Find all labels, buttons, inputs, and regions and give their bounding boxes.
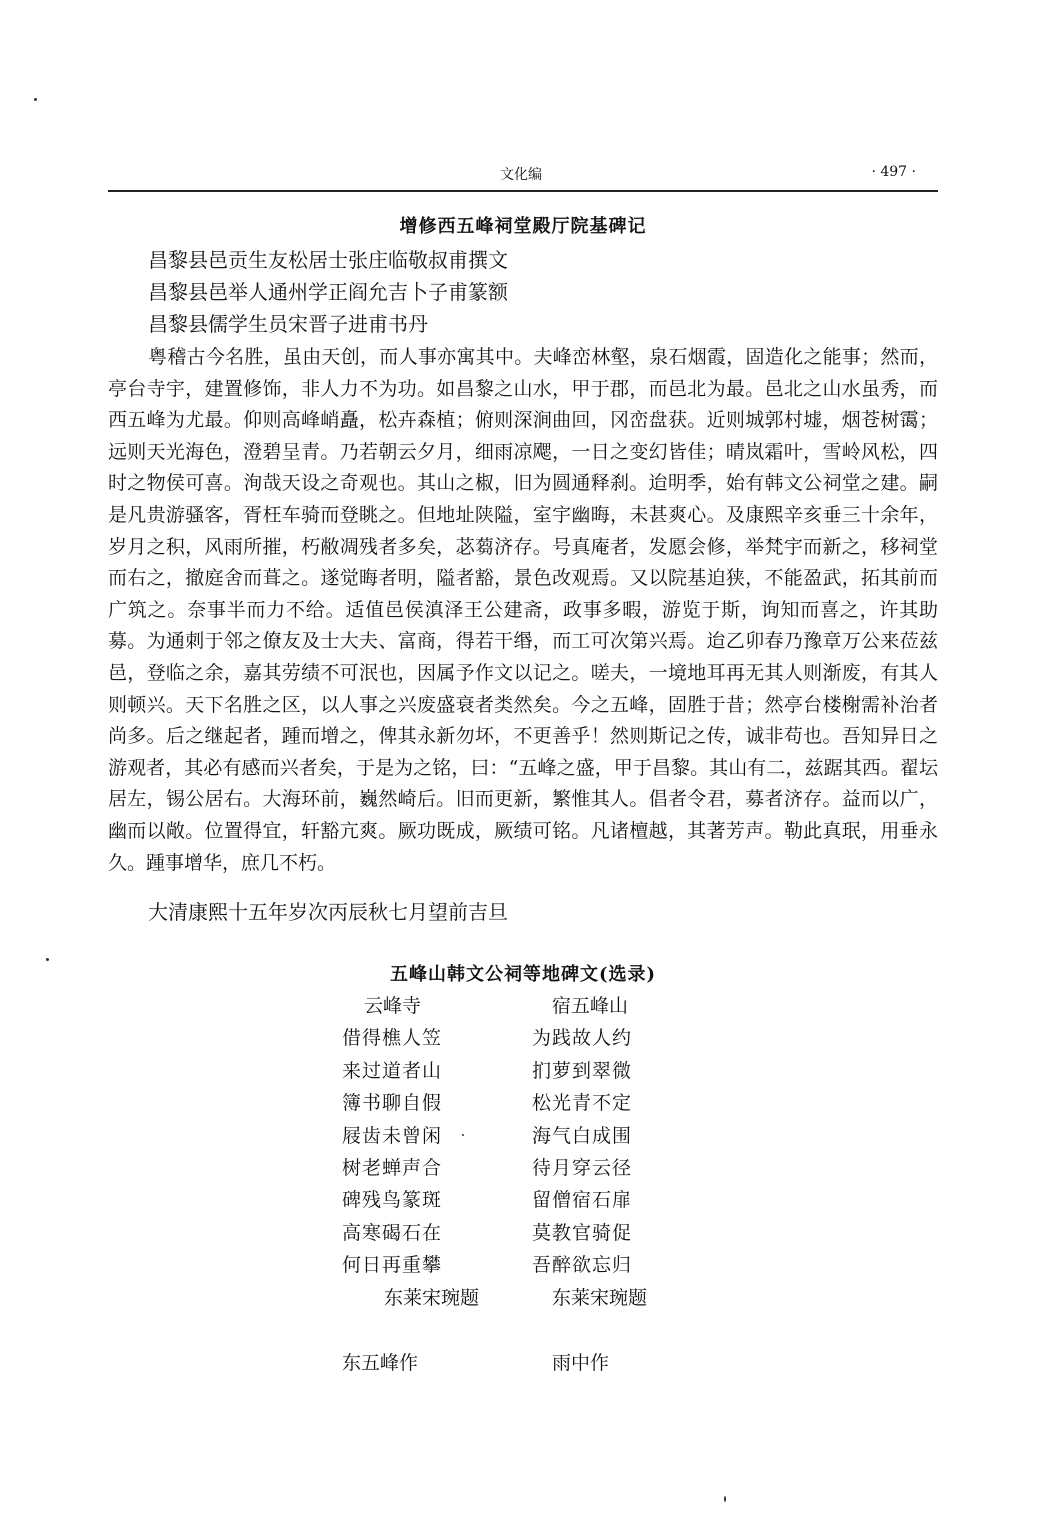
running-header (108, 160, 938, 186)
poem-line: 何日再重攀 (342, 1254, 443, 1277)
poem-line: 莫教官骑促 (532, 1221, 633, 1244)
scan-speck (724, 1496, 726, 1502)
poem-author: 东莱宋琬题 (552, 1286, 648, 1309)
scan-speck (34, 98, 37, 101)
poem-line: 来过道者山 (342, 1059, 443, 1082)
poem-title: 云峰寺 (364, 995, 422, 1017)
section-name: 文化编 (500, 167, 542, 183)
poem-line: 簿书聊自假 (342, 1092, 443, 1115)
article-title: 增修西五峰祠堂殿厅院基碑记 (399, 216, 647, 237)
credit-seal-script: 昌黎县邑举人通州学正阎允吉卜子甫篆额 (148, 280, 508, 304)
poem-line: 树老蝉声合 (342, 1157, 443, 1180)
poem-title: 宿五峰山 (552, 995, 629, 1017)
poem-wufeng-mountain (532, 990, 647, 1314)
header-rule (108, 190, 938, 192)
article-body: 粤稽古今名胜，虽由天创，而人事亦寓其中。夫峰峦林壑，泉石烟霞，固造化之能事；然而，亭台寺宇，建置修饰，非人力不为功。如昌黎之山水，甲于郡，而邑北为最。邑北之山水虽秀，而西五峰为尤最。仰则高峰峭矗，松卉森植；俯则深涧曲回，冈峦盘获。近则城郭村墟，烟苍树霭；远则天光海色，澄碧呈青。乃若朝云夕月，细雨凉飔，一日之变幻皆佳；晴岚霜叶，雪岭风松，四时之物侯可喜。洵哉天设之奇观也。其山之椒，旧为圆通释刹。迨明季，始有韩文公祠堂之建。嗣是凡贵游骚客，胥枉车骑而登眺之。但地址陕隘，室宇幽晦，未甚爽心。及康熙辛亥垂三十余年，岁月之积，风雨所摧，朽敝凋残者多矣，苾蒭济存。号真庵者，发愿会修，举梵宇而新之，移祠堂而右之，撤庭舍而葺之。遂觉晦者明，隘者豁，景色改观焉。又以院基迫狭，不能盈武，拓其前而广筑之。奈事半而力不给。适值邑侯滇泽王公建斋，政事多暇，游览于斯，询知而喜之，许其助募。为通刺于邻之僚友及士大夫、富商，得若干缗，而工可次第兴焉。迨乙卯春乃豫章万公来莅兹邑，登临之余，嘉其劳绩不可泯也，因属予作文以记之。嗟夫，一境地耳再无其人则渐废，有其人则顿兴。天下名胜之区，以人事之兴废盛衰者类然矣。今之五峰，固胜于昔；然亭台楼榭需补治者尚多。后之继起者，踵而增之，俾其永新勿坏，不更善乎！然则斯记之传，诚非苟也。吾知异日之游观者，其必有感而兴者矣，于是为之铭，曰：“五峰之盛，甲于昌黎。其山有二，兹踞其西。翟坛居左，锡公居右。大海环前，巍然崎后。旧而更新，繁惟其人。倡者令君，募者济存。益而以广，幽而以敞。位置得宜，轩豁亢爽。厥功既成，厥绩可铭。凡诸檀越，其著芳声。勒此真珉，用垂永久。踵事增华，庶几不朽。 (108, 346, 938, 874)
next-poem-title: 东五峰作 (342, 1352, 419, 1374)
credit-author: 昌黎县邑贡生友松居士张庄临敬叔甫撰文 (148, 248, 508, 272)
article-date: 大清康熙十五年岁次丙辰秋七月望前吉旦 (148, 900, 508, 924)
scan-speck (46, 958, 49, 961)
poem-yunfeng-temple (342, 990, 479, 1314)
poem-line: 碑残鸟篆斑 (342, 1189, 443, 1212)
poem-line: 为践故人约 (532, 1027, 633, 1050)
page-number: · 497 · (871, 164, 916, 180)
poem-line: 屐齿未曾闲 (342, 1124, 443, 1147)
poem-line: 待月穿云径 (532, 1157, 633, 1180)
poem-line: 高寒碣石在 (342, 1221, 443, 1244)
poem-line: 海气白成围 (532, 1124, 633, 1147)
section-title: 五峰山韩文公祠等地碑文(选录) (389, 964, 657, 985)
next-poem-title: 雨中作 (552, 1352, 610, 1374)
poem-line: 扪萝到翠微 (532, 1059, 633, 1082)
poem-line: 松光青不定 (532, 1092, 633, 1115)
poem-author: 东莱宋琬题 (384, 1286, 480, 1309)
poem-line: 留僧宿石扉 (532, 1189, 633, 1212)
poem-line: 吾醉欲忘归 (532, 1254, 633, 1277)
credits-block (148, 244, 928, 340)
credit-calligrapher: 昌黎县儒学生员宋晋子进甫书丹 (148, 312, 428, 336)
scan-speck (462, 1134, 464, 1136)
poem-line: 借得樵人笠 (342, 1027, 443, 1050)
